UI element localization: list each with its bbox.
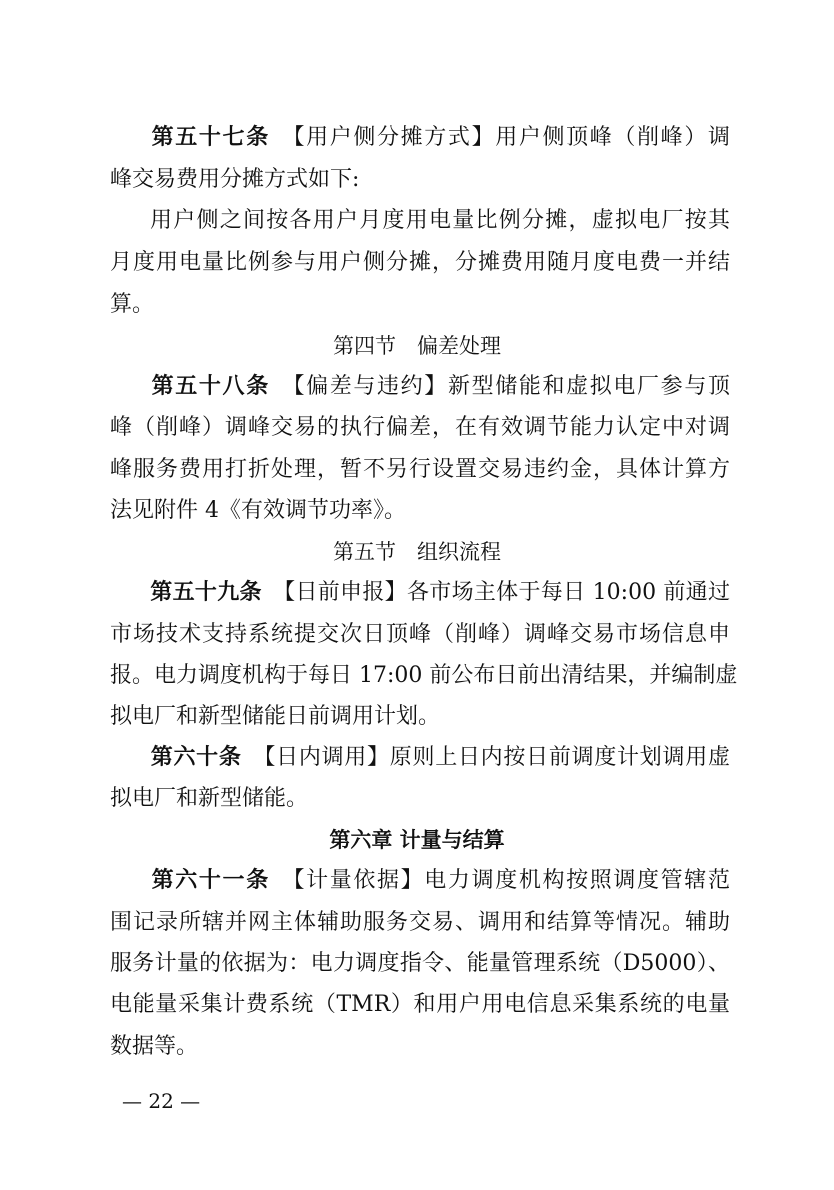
article-57-line-1: 第五十七条 【用户侧分摊方式】用户侧顶峰（削峰）调 — [150, 125, 730, 150]
article-57-line-4: 月度用电量比例参与用户侧分摊，分摊费用随月度电费一并结 — [110, 250, 730, 275]
article-59-subject: 【日前申报】 — [284, 580, 407, 605]
article-59-line-3: 报。电力调度机构于每日 17:00 前公布日前出清结果，并编制虚 — [110, 663, 738, 688]
article-58-line-3: 峰服务费用打折处理，暂不另行设置交易违约金，具体计算方 — [110, 457, 730, 482]
article-58-line-1: 第五十八条 【偏差与违约】新型储能和虚拟电厂参与顶 — [150, 374, 730, 399]
section-5-heading: 第五节 组织流程 — [333, 540, 501, 564]
article-60-line-1: 第六十条 【日内调用】原则上日内按日前调度计划调用虚 — [150, 745, 730, 770]
article-58-subject: 【偏差与违约】 — [293, 374, 448, 399]
article-60-line-2: 拟电厂和新型储能。 — [110, 786, 309, 811]
article-61-line-2: 围记录所辖并网主体辅助服务交易、调用和结算等情况。辅助 — [110, 910, 730, 935]
article-61-line-4: 电能量采集计费系统（TMR）和用户用电信息采集系统的电量 — [110, 992, 730, 1017]
article-59-line-4: 拟电厂和新型储能日前调用计划。 — [110, 704, 441, 729]
article-59-line-2: 市场技术支持系统提交次日顶峰（削峰）调峰交易市场信息申 — [110, 622, 730, 647]
section-4-heading: 第四节 偏差处理 — [333, 334, 501, 358]
article-61-line-5: 数据等。 — [110, 1034, 199, 1059]
article-58-title: 第五十八条 — [150, 374, 270, 399]
article-58-line-4: 法见附件 4《有效调节功率》。 — [110, 498, 406, 523]
article-60-subject: 【日内调用】 — [264, 745, 390, 770]
article-59-line-1: 第五十九条 【日前申报】各市场主体于每日 10:00 前通过 — [150, 580, 730, 605]
article-57-line-3: 用户侧之间按各用户月度用电量比例分摊，虚拟电厂按其 — [150, 208, 730, 233]
article-57-subject: 【用户侧分摊方式】 — [293, 125, 496, 150]
article-61-line-1: 第六十一条 【计量依据】电力调度机构按照调度管辖范 — [150, 868, 730, 893]
article-57-line-2: 峰交易费用分摊方式如下: — [110, 167, 360, 192]
article-60-title: 第六十条 — [150, 745, 242, 770]
article-59-title: 第五十九条 — [150, 580, 262, 605]
page-number: — 22 — — [122, 1089, 201, 1113]
article-61-line-3: 服务计量的依据为：电力调度指令、能量管理系统（D5000）、 — [110, 951, 730, 976]
article-57-title: 第五十七条 — [150, 125, 270, 150]
article-58-line-2: 峰（削峰）调峰交易的执行偏差，在有效调节能力认定中对调 — [110, 415, 730, 440]
article-57-line-5: 算。 — [110, 292, 155, 317]
article-61-title: 第六十一条 — [150, 868, 270, 893]
chapter-6-heading: 第六章 计量与结算 — [329, 828, 505, 852]
article-61-subject: 【计量依据】 — [293, 868, 425, 893]
